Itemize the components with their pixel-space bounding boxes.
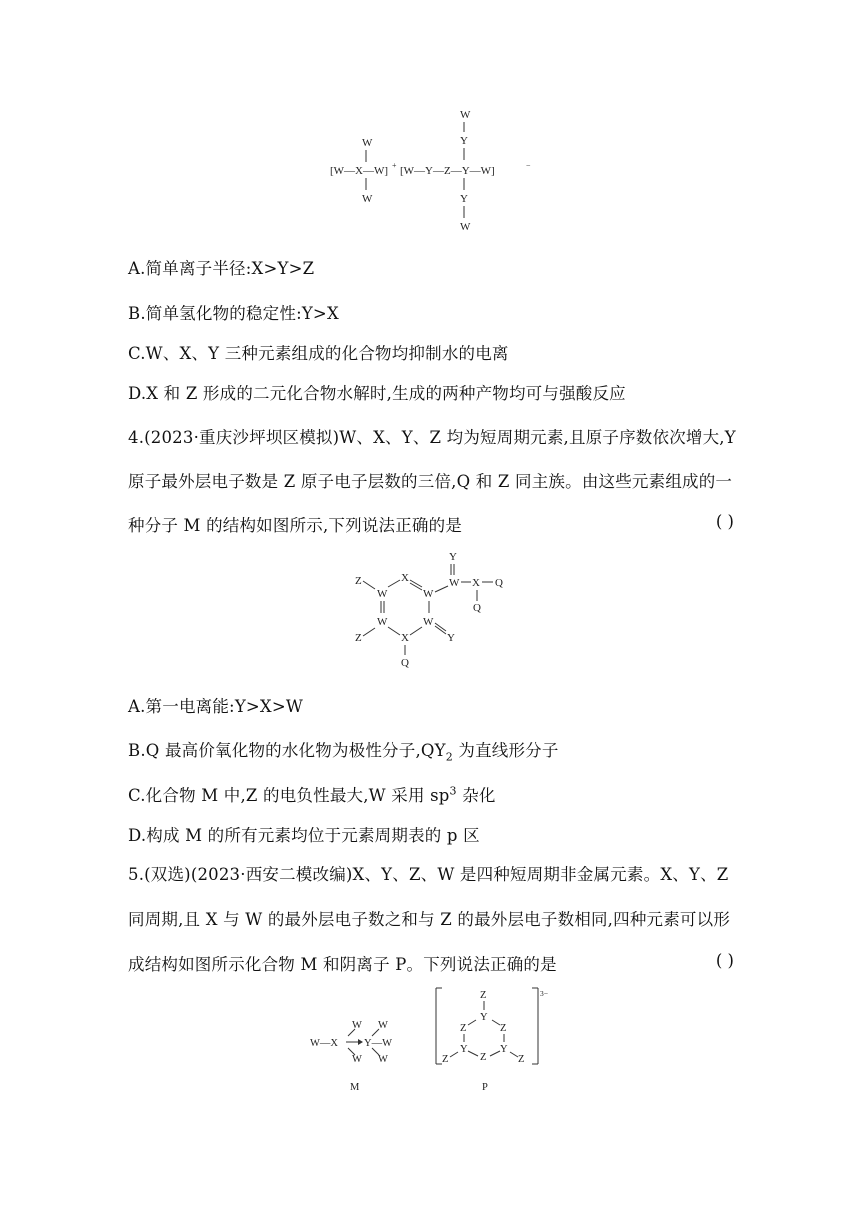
svg-text:Y: Y <box>460 135 468 147</box>
q4-option-c-text-end: 杂化 <box>456 786 496 805</box>
svg-text:X: X <box>472 577 480 589</box>
svg-text:W: W <box>362 137 373 149</box>
svg-text:Z: Z <box>460 1023 467 1034</box>
svg-text:Z: Z <box>480 1052 487 1063</box>
q3-option-b: B.简单氢化物的稳定性:Y>X <box>128 304 339 323</box>
q4-stem-line2: 原子最外层电子数是 Z 原子电子层数的三倍,Q 和 Z 同主族。由这些元素组成的一 <box>128 472 733 491</box>
q5-compound-m <box>310 1020 392 1093</box>
q5-label-m: M <box>350 1082 360 1093</box>
svg-text:W: W <box>460 221 471 233</box>
q3-anion <box>400 109 531 233</box>
svg-text:Z: Z <box>355 575 362 587</box>
svg-text:W: W <box>378 1054 388 1065</box>
q4-option-d: D.构成 M 的所有元素均位于元素周期表的 p 区 <box>128 826 480 845</box>
svg-text:W: W <box>352 1054 362 1065</box>
svg-text:Y: Y <box>447 632 455 644</box>
svg-text:−: − <box>526 161 531 170</box>
q5-stem-line2: 同周期,且 X 与 W 的最外层电子数之和与 Z 的最外层电子数相同,四种元素可以形 <box>128 910 731 929</box>
svg-text:+: + <box>392 161 397 170</box>
svg-text:W: W <box>449 577 460 589</box>
q4-stem-line3: 种分子 M 的结构如图所示,下列说法正确的是 <box>128 516 463 535</box>
svg-text:Q: Q <box>495 577 503 589</box>
q3-option-c: C.W、X、Y 三种元素组成的化合物均抑制水的电离 <box>128 344 509 363</box>
q5-label-p: P <box>482 1082 488 1093</box>
q4-option-a: A.第一电离能:Y>X>W <box>128 697 304 716</box>
svg-text:Q: Q <box>401 657 409 669</box>
q4-option-b-text: B.Q 最高价氧化物的水化物为极性分子,QY <box>128 741 446 760</box>
svg-text:[W—Y—Z—Y—W]: [W—Y—Z—Y—W] <box>400 165 495 177</box>
q4-stem-line1: 4.(2023·重庆沙坪坝区模拟)W、X、Y、Z 均为短周期元素,且原子序数依次增大,Y <box>128 428 736 447</box>
q3-cation <box>330 137 397 205</box>
svg-text:W: W <box>352 1020 362 1031</box>
svg-text:Z: Z <box>355 632 362 644</box>
svg-text:W: W <box>460 109 471 121</box>
svg-text:Y: Y <box>460 193 468 205</box>
svg-text:Q: Q <box>473 602 481 614</box>
q3-option-a: A.简单离子半径:X>Y>Z <box>128 259 315 278</box>
q4-option-c <box>128 782 496 806</box>
svg-text:W: W <box>423 616 434 628</box>
svg-text:Z: Z <box>442 1054 449 1065</box>
q4-option-c-text: C.化合物 M 中,Z 的电负性最大,W 采用 sp <box>128 786 450 805</box>
q4-molecule-diagram <box>345 545 515 670</box>
q3-option-d: D.X 和 Z 形成的二元化合物水解时,生成的两种产物均可与强酸反应 <box>128 384 626 403</box>
svg-text:Y: Y <box>480 1012 488 1023</box>
q4-option-b-text-end: 为直线形分子 <box>452 741 559 760</box>
svg-text:Y: Y <box>500 1044 508 1055</box>
q5-answer-blank: ( ) <box>715 951 734 970</box>
q5-anion-p <box>436 988 548 1093</box>
svg-text:W: W <box>362 193 373 205</box>
q5-structure-diagram <box>300 982 560 1097</box>
q4-option-c-superscript: 3 <box>449 784 457 798</box>
q3-structure-diagram <box>320 100 560 240</box>
q5-charge: 3− <box>540 989 548 998</box>
svg-text:[W—X—W]: [W—X—W] <box>330 165 389 177</box>
q4-answer-blank: ( ) <box>715 512 734 531</box>
svg-text:W: W <box>378 1020 388 1031</box>
svg-text:Z: Z <box>500 1023 507 1034</box>
svg-text:W: W <box>423 588 434 600</box>
svg-text:X: X <box>401 632 409 644</box>
q4-option-b-subscript: 2 <box>445 750 453 764</box>
svg-text:X: X <box>401 572 409 584</box>
svg-text:W: W <box>377 616 388 628</box>
svg-text:W: W <box>377 588 388 600</box>
svg-text:W—X: W—X <box>310 1038 338 1049</box>
svg-text:Y—W: Y—W <box>364 1038 392 1049</box>
q4-option-b <box>128 737 559 763</box>
q5-stem-line1: 5.(双选)(2023·西安二模改编)X、Y、Z、W 是四种短周期非金属元素。X、Y、Z <box>128 865 729 884</box>
q5-stem-line3: 成结构如图所示化合物 M 和阴离子 P。下列说法正确的是 <box>128 955 557 974</box>
svg-text:Y: Y <box>449 551 457 563</box>
svg-text:Y: Y <box>460 1044 468 1055</box>
svg-text:Z: Z <box>480 990 487 1001</box>
svg-text:Z: Z <box>518 1054 525 1065</box>
